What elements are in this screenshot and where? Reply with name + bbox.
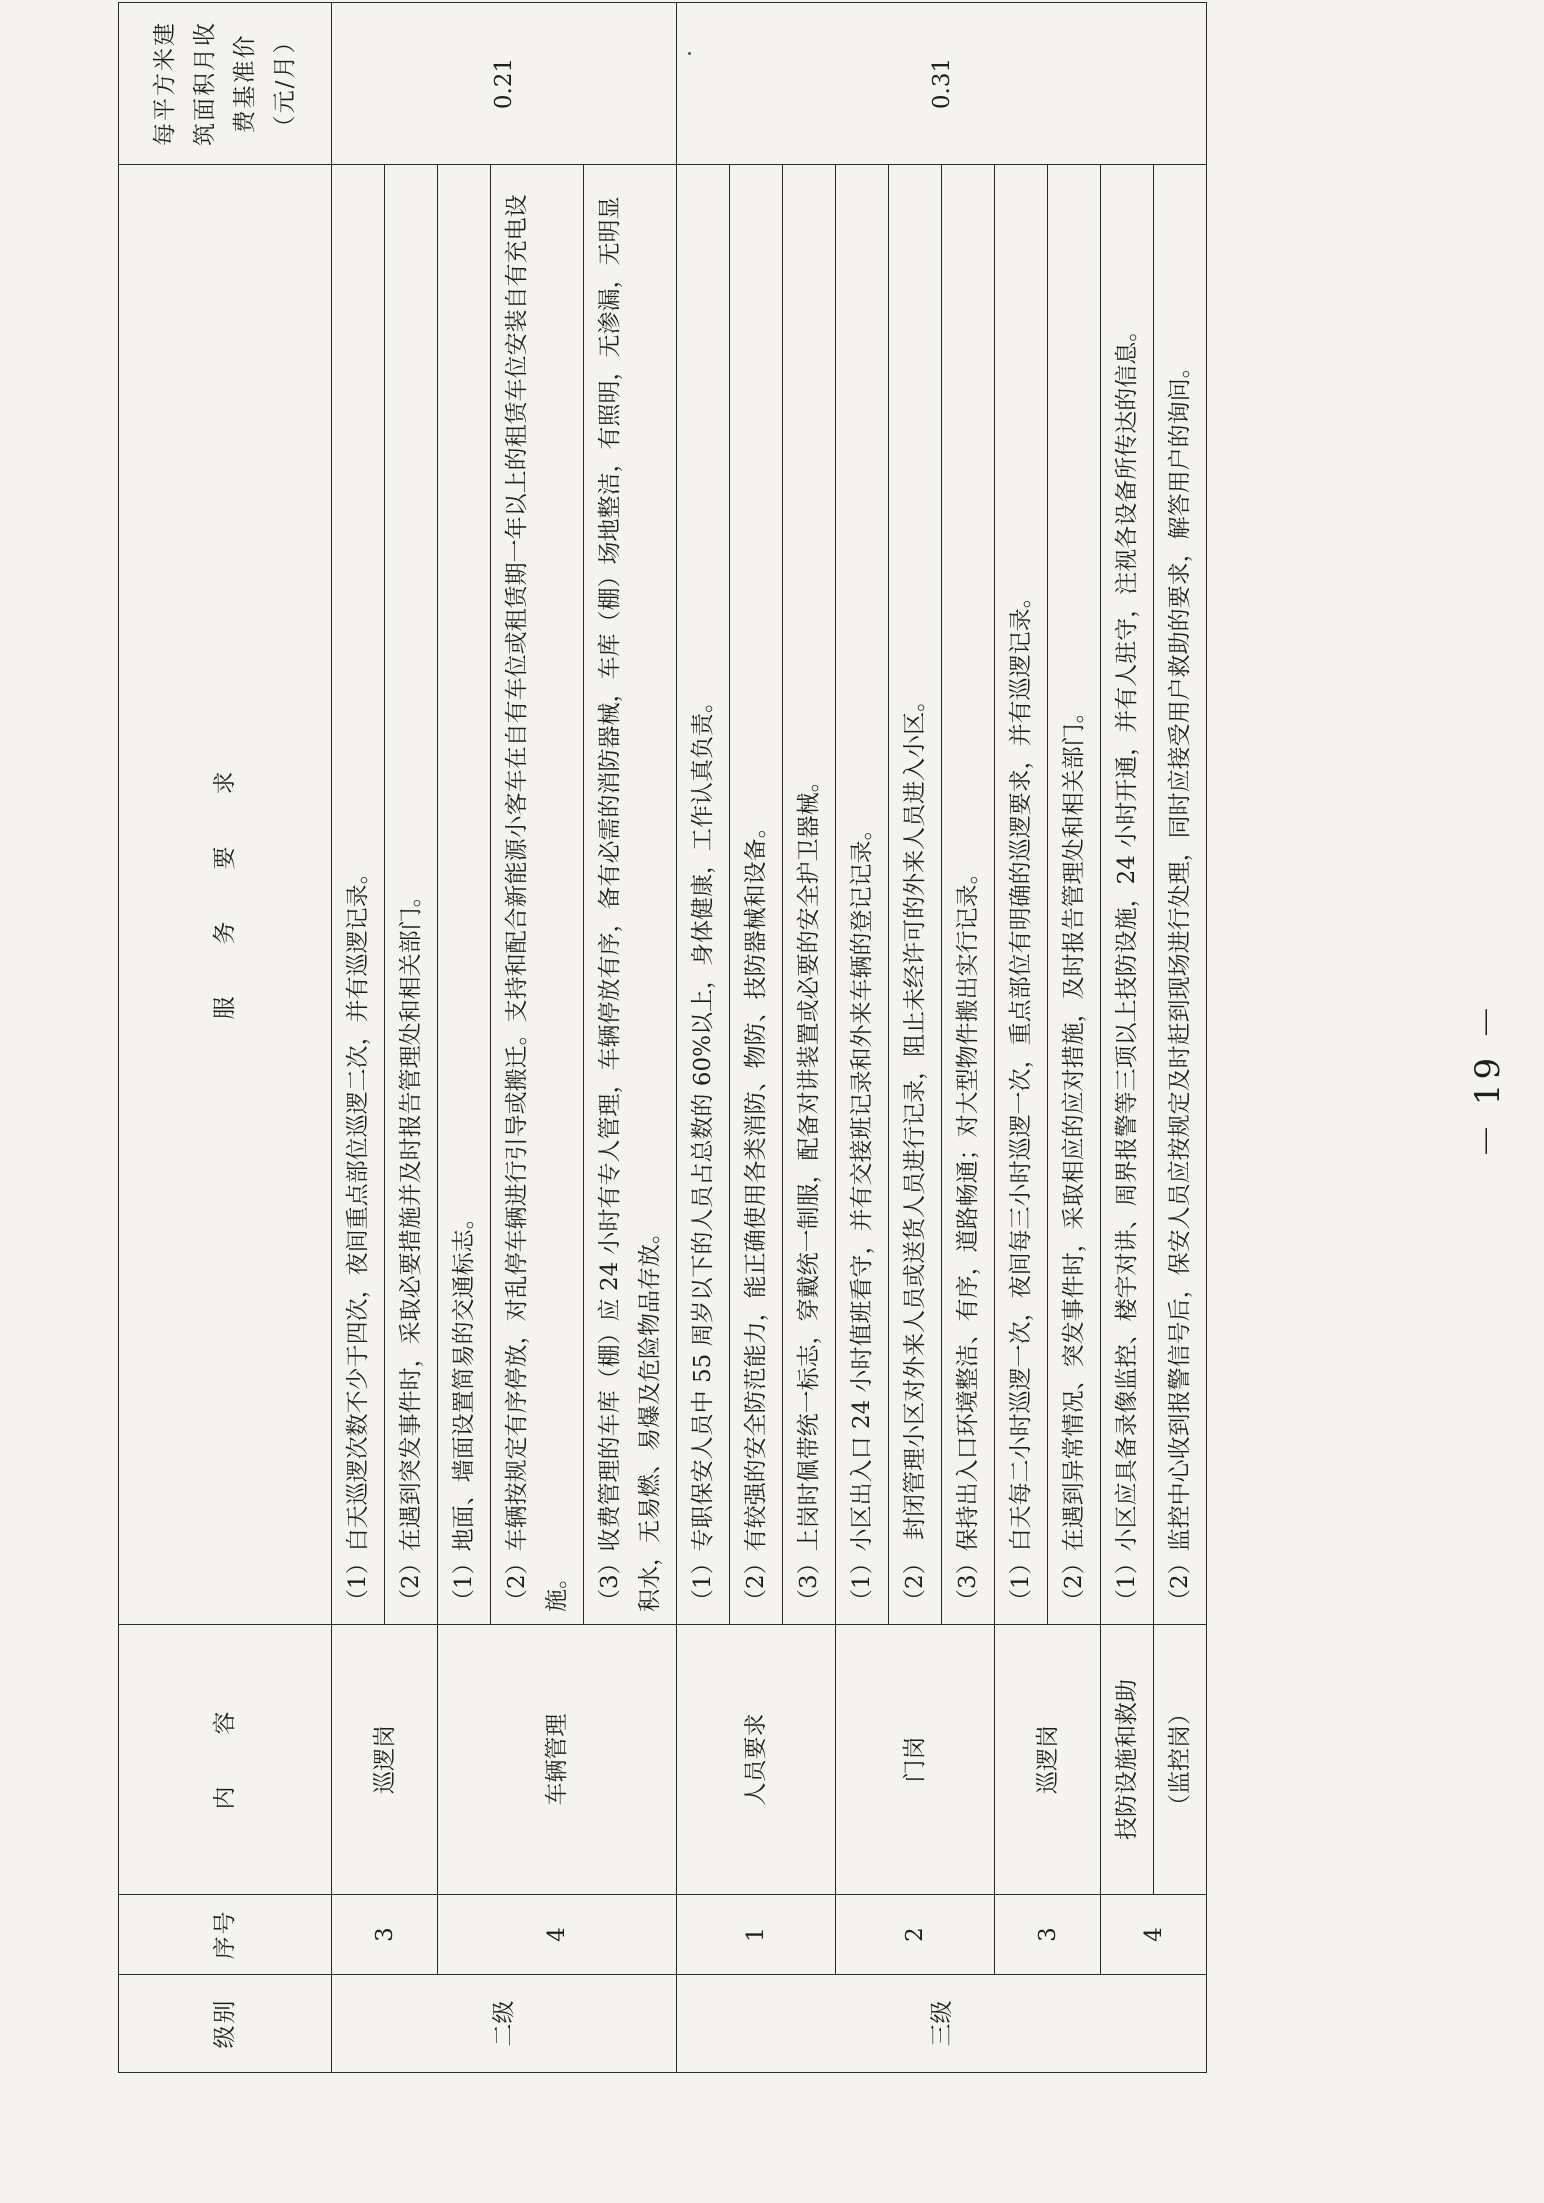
requirement-cell: （3）收费管理的车库（棚）应 24 小时有专人管理，车辆停放有序，备有必需的消防器械，车库（棚）场地整洁，有照明，无渗漏，无明显积水，无易燃、易爆及危险物品存放。	[584, 165, 677, 1625]
table-row	[836, 3, 889, 2073]
requirement-cell: （1）小区出入口 24 小时值班看守，并有交接班记录和外来车辆的登记记录。	[836, 165, 889, 1625]
table-row	[1101, 3, 1154, 2073]
content-cell: 巡逻岗	[995, 1625, 1101, 1895]
scan-speck	[688, 52, 691, 55]
requirement-cell: （1）白天每二小时巡逻一次，夜间每三小时巡逻一次，重点部位有明确的巡逻要求，并有巡逻记录。	[995, 165, 1048, 1625]
content-cell: 巡逻岗	[332, 1625, 438, 1895]
price-cell: 0.21	[332, 3, 677, 165]
header-price: 每平方米建筑面积月收费基准价（元/月）	[119, 3, 332, 165]
table-row	[1154, 3, 1207, 2073]
page-number: － 19 －	[1468, 1001, 1508, 1158]
seq-cell: 3	[332, 1895, 438, 1975]
content-cell-subtitle: （监控岗）	[1154, 1625, 1207, 1895]
requirement-cell: （1）小区应具备录像监控、楼宇对讲、周界报警等三项以上技防设施，24 小时开通，并有人驻守，注视各设备所传达的信息。	[1101, 165, 1154, 1625]
price-cell: 0.31	[677, 3, 1207, 165]
header-seq: 序号	[119, 1895, 332, 1975]
table-row	[677, 3, 730, 2073]
table-row	[995, 3, 1048, 2073]
table-row	[332, 3, 385, 2073]
seq-cell: 3	[995, 1895, 1101, 1975]
header-content: 内 容	[119, 1625, 332, 1895]
content-cell: 人员要求	[677, 1625, 836, 1895]
requirement-cell: （2）有较强的安全防范能力，能正确使用各类消防、物防、技防器械和设备。	[730, 165, 783, 1625]
requirement-cell: （2）监控中心收到报警信号后，保安人员应按规定及时赶到现场进行处理，同时应接受用户救助的要求，解答用户的询问。	[1154, 165, 1207, 1625]
service-standard-table	[118, 2, 1207, 2073]
requirement-cell: （2）车辆按规定有序停放，对乱停车辆进行引导或搬迁。支持和配合新能源小客车在自有车位或租赁期一年以上的租赁车位安装自有充电设施。	[491, 165, 584, 1625]
requirement-cell: （2）在遇到异常情况、突发事件时，采取相应的应对措施，及时报告管理处和相关部门。	[1048, 165, 1101, 1625]
requirement-cell: （1）专职保安人员中 55 周岁以下的人员占总数的 60%以上，身体健康，工作认真负责。	[677, 165, 730, 1625]
content-cell: 车辆管理	[438, 1625, 677, 1895]
level-cell: 二级	[332, 1975, 677, 2073]
header-requirements: 服 务 要 求	[119, 165, 332, 1625]
requirement-cell: （1）地面、墙面设置简易的交通标志。	[438, 165, 491, 1625]
header-level: 级别	[119, 1975, 332, 2073]
seq-cell: 4	[1101, 1895, 1207, 1975]
requirement-cell: （2）在遇到突发事件时，采取必要措施并及时报告管理处和相关部门。	[385, 165, 438, 1625]
requirement-cell: （3）上岗时佩带统一标志，穿戴统一制服，配备对讲装置或必要的安全护卫器械。	[783, 165, 836, 1625]
table-row	[438, 3, 491, 2073]
header-row	[119, 3, 332, 2073]
content-cell: 技防设施和救助	[1101, 1625, 1154, 1895]
seq-cell: 2	[836, 1895, 995, 1975]
content-cell: 门岗	[836, 1625, 995, 1895]
requirement-cell: （1）白天巡逻次数不少于四次，夜间重点部位巡逻二次，并有巡逻记录。	[332, 165, 385, 1625]
seq-cell: 1	[677, 1895, 836, 1975]
seq-cell: 4	[438, 1895, 677, 1975]
requirement-cell: （2） 封闭管理小区对外来人员或送货人员进行记录，阻止未经许可的外来人员进入小区。	[889, 165, 942, 1625]
requirement-cell: （3）保持出入口环境整洁、有序，道路畅通；对大型物件搬出实行记录。	[942, 165, 995, 1625]
level-cell: 三级	[677, 1975, 1207, 2073]
